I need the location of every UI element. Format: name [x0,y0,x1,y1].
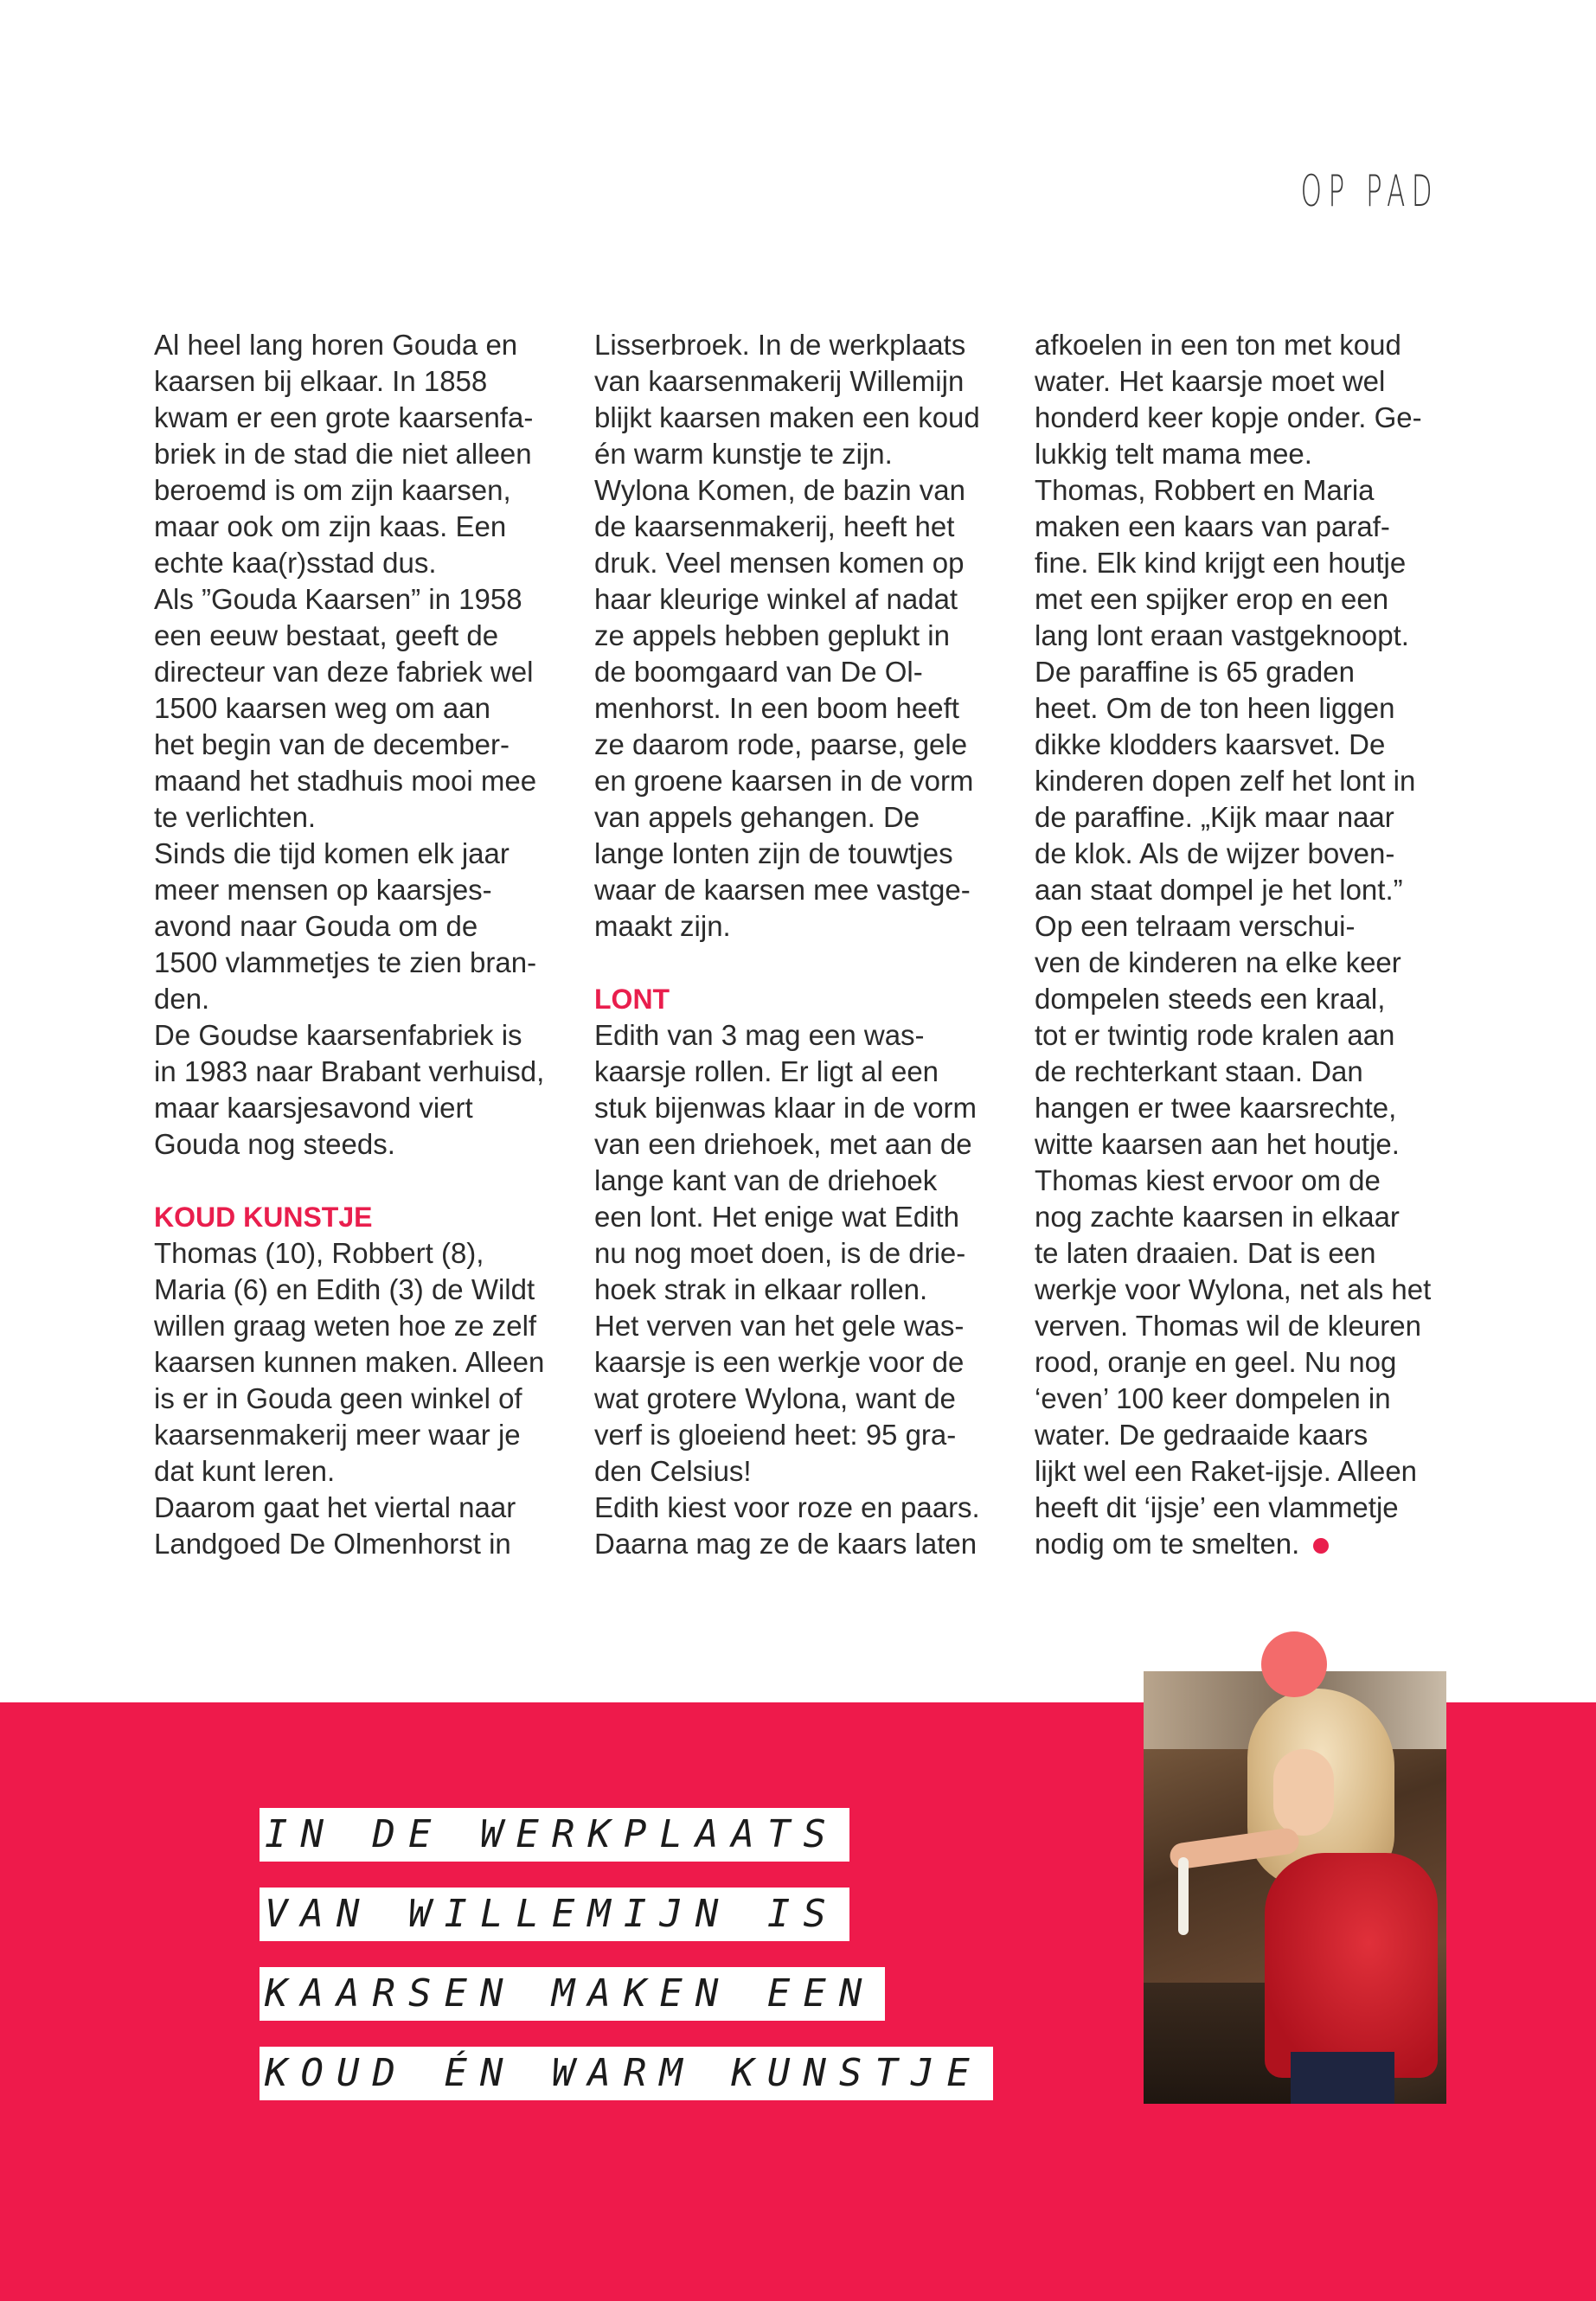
body-text-line: van kaarsenmakerij Willemijn [594,365,965,397]
body-text-line: kinderen dopen zelf het lont in [1035,765,1416,797]
photo-badge-circle [1261,1631,1327,1697]
body-text-line: ‘even’ 100 keer dompelen in [1035,1382,1391,1414]
body-text-line: werkje voor Wylona, net als het [1035,1273,1432,1305]
body-text-line: nu nog moet doen, is de drie- [594,1237,966,1269]
pull-quote-line: IN DE WERKPLAATS [260,1808,849,1862]
body-text-line: dompelen steeds een kraal, [1035,983,1386,1015]
body-text-line: meer mensen op kaarsjes- [154,874,492,906]
photo-candle [1178,1857,1189,1935]
body-text-line: is er in Gouda geen winkel of [154,1382,522,1414]
body-text-line: Thomas, Robbert en Maria [1035,474,1375,506]
body-text-line: de boomgaard van De Ol- [594,656,923,688]
body-text-line: De paraffine is 65 graden [1035,656,1355,688]
body-text-line: heeft dit ‘ijsje’ een vlammetje [1035,1491,1399,1523]
body-text-line: de klok. Als de wijzer boven- [1035,837,1395,869]
body-text-line: dikke klodders kaarsvet. De [1035,728,1386,760]
photo-skirt [1291,2052,1394,2104]
body-text-line: water. Het kaarsje moet wel [1035,365,1386,397]
body-text-line: een lont. Het enige wat Edith [594,1201,959,1233]
pull-quote-line: KAARSEN MAKEN EEN [260,1967,885,2021]
body-text-line: Op een telraam verschui- [1035,910,1356,942]
body-text-line: ven de kinderen na elke keer [1035,946,1401,978]
body-text-line: den. [154,983,210,1015]
body-text-line: beroemd is om zijn kaarsen, [154,474,511,506]
body-text-line: Al heel lang horen Gouda en [154,329,518,361]
body-text-line: kwam er een grote kaarsenfa- [154,401,534,433]
body-text-line: briek in de stad die niet alleen [154,438,532,470]
body-text-line: in 1983 naar Brabant verhuisd, [154,1055,545,1087]
body-text-line: De Goudse kaarsenfabriek is [154,1019,522,1051]
body-text-line: honderd keer kopje onder. Ge- [1035,401,1422,433]
body-text-line: waar de kaarsen mee vastge- [594,874,971,906]
body-text-line: lukkig telt mama mee. [1035,438,1312,470]
body-text-line: Als ”Gouda Kaarsen” in 1958 [154,583,522,615]
body-text-line: avond naar Gouda om de [154,910,478,942]
body-text-line: Sinds die tijd komen elk jaar [154,837,510,869]
body-text-line: stuk bijenwas klaar in de vorm [594,1092,977,1124]
body-text-line: een eeuw bestaat, geeft de [154,619,499,651]
pull-quote-line: VAN WILLEMIJN IS [260,1888,849,1941]
body-text-line: Landgoed De Olmenhorst in [154,1528,511,1560]
section-heading: KOUD KUNSTJE [154,1202,373,1233]
body-text-line: wat grotere Wylona, want de [594,1382,956,1414]
body-text-line: nog zachte kaarsen in elkaar [1035,1201,1400,1233]
body-text-line: ze appels hebben geplukt in [594,619,950,651]
article-column-2 [594,327,1018,1562]
body-text-line: witte kaarsen aan het houtje. [1035,1128,1400,1160]
body-text-line: de rechterkant staan. Dan [1035,1055,1363,1087]
body-text-line: Lisserbroek. In de werkplaats [594,329,966,361]
body-text-line: kaarsen kunnen maken. Alleen [154,1346,545,1378]
body-text-line: maar ook om zijn kaas. Een [154,510,507,542]
body-text-line: het begin van de december- [154,728,510,760]
body-text-line: ze daarom rode, paarse, gele [594,728,968,760]
body-text-line: 1500 kaarsen weg om aan [154,692,490,724]
body-text-line: hoek strak in elkaar rollen. [594,1273,928,1305]
body-text-line: haar kleurige winkel af nadat [594,583,958,615]
body-text-line: kaarsje is een werkje voor de [594,1346,965,1378]
body-text-line: de kaarsenmakerij, heeft het [594,510,955,542]
body-text-line: heet. Om de ton heen liggen [1035,692,1395,724]
photo-sweater [1265,1853,1438,2078]
body-text-line: én warm kunstje te zijn. [594,438,893,470]
body-text-line: Maria (6) en Edith (3) de Wildt [154,1273,535,1305]
body-text-line: dat kunt leren. [154,1455,336,1487]
body-text-line: willen graag weten hoe ze zelf [154,1310,537,1342]
body-text-line: aan staat dompel je het lont.” [1035,874,1403,906]
article-column-3 [1035,327,1458,1562]
body-text-line: Wylona Komen, de bazin van [594,474,965,506]
pull-quote-line: KOUD ÉN WARM KUNSTJE [260,2047,993,2100]
body-text-line: Het verven van het gele was- [594,1310,965,1342]
body-text-line: echte kaa(r)sstad dus. [154,547,437,579]
body-text-line: kaarsen bij elkaar. In 1858 [154,365,488,397]
body-text-line: fine. Elk kind krijgt een houtje [1035,547,1407,579]
body-text-line: maken een kaars van paraf- [1035,510,1390,542]
end-mark-icon [1313,1538,1329,1554]
body-text-line: afkoelen in een ton met koud [1035,329,1401,361]
body-text-line: den Celsius! [594,1455,752,1487]
body-text-line: lijkt wel een Raket-ijsje. Alleen [1035,1455,1418,1487]
body-text-line: druk. Veel mensen komen op [594,547,965,579]
body-text-line: de paraffine. „Kijk maar naar [1035,801,1394,833]
body-text-line: te laten draaien. Dat is een [1035,1237,1376,1269]
body-text-line: met een spijker erop en een [1035,583,1389,615]
body-text-line: Daarna mag ze de kaars laten [594,1528,977,1560]
body-text-line: van appels gehangen. De [594,801,920,833]
body-text-line: rood, oranje en geel. Nu nog [1035,1346,1397,1378]
article-column-1 [154,327,578,1562]
body-text-line: maar kaarsjesavond viert [154,1092,473,1124]
body-text-line: nodig om te smelten. [1035,1528,1300,1560]
photo-face [1273,1749,1334,1836]
body-text-line: directeur van deze fabriek wel [154,656,534,688]
body-text-line: van een driehoek, met aan de [594,1128,972,1160]
body-text-line: Gouda nog steeds. [154,1128,395,1160]
section-heading: LONT [594,984,670,1015]
body-text-line: water. De gedraaide kaars [1035,1419,1368,1451]
pull-quote [260,1808,993,2126]
body-text-line: lang lont eraan vastgeknoopt. [1035,619,1409,651]
body-text-line: kaarsenmakerij meer waar je [154,1419,521,1451]
body-text-line: lange kant van de driehoek [594,1164,938,1196]
body-text-line: verven. Thomas wil de kleuren [1035,1310,1421,1342]
body-text-line: verf is gloeiend heet: 95 gra- [594,1419,957,1451]
body-text-line: te verlichten. [154,801,317,833]
body-text-line: en groene kaarsen in de vorm [594,765,974,797]
body-text-line: Thomas kiest ervoor om de [1035,1164,1381,1196]
body-text-line: tot er twintig rode kralen aan [1035,1019,1395,1051]
body-text-line: 1500 vlammetjes te zien bran- [154,946,537,978]
section-label: OP PAD [1300,166,1439,216]
body-text-line: Daarom gaat het viertal naar [154,1491,516,1523]
body-text-line: kaarsje rollen. Er ligt al een [594,1055,939,1087]
body-text-line: hangen er twee kaarsrechte, [1035,1092,1397,1124]
body-text-line: Thomas (10), Robbert (8), [154,1237,484,1269]
body-text-line: lange lonten zijn de touwtjes [594,837,953,869]
body-text-line: Edith van 3 mag een was- [594,1019,925,1051]
body-text-line: maand het stadhuis mooi mee [154,765,537,797]
photo-girl-making-candle [1144,1671,1446,2104]
body-text-line: maakt zijn. [594,910,731,942]
body-text-line: blijkt kaarsen maken een koud [594,401,980,433]
body-text-line: Edith kiest voor roze en paars. [594,1491,980,1523]
body-text-line: menhorst. In een boom heeft [594,692,959,724]
